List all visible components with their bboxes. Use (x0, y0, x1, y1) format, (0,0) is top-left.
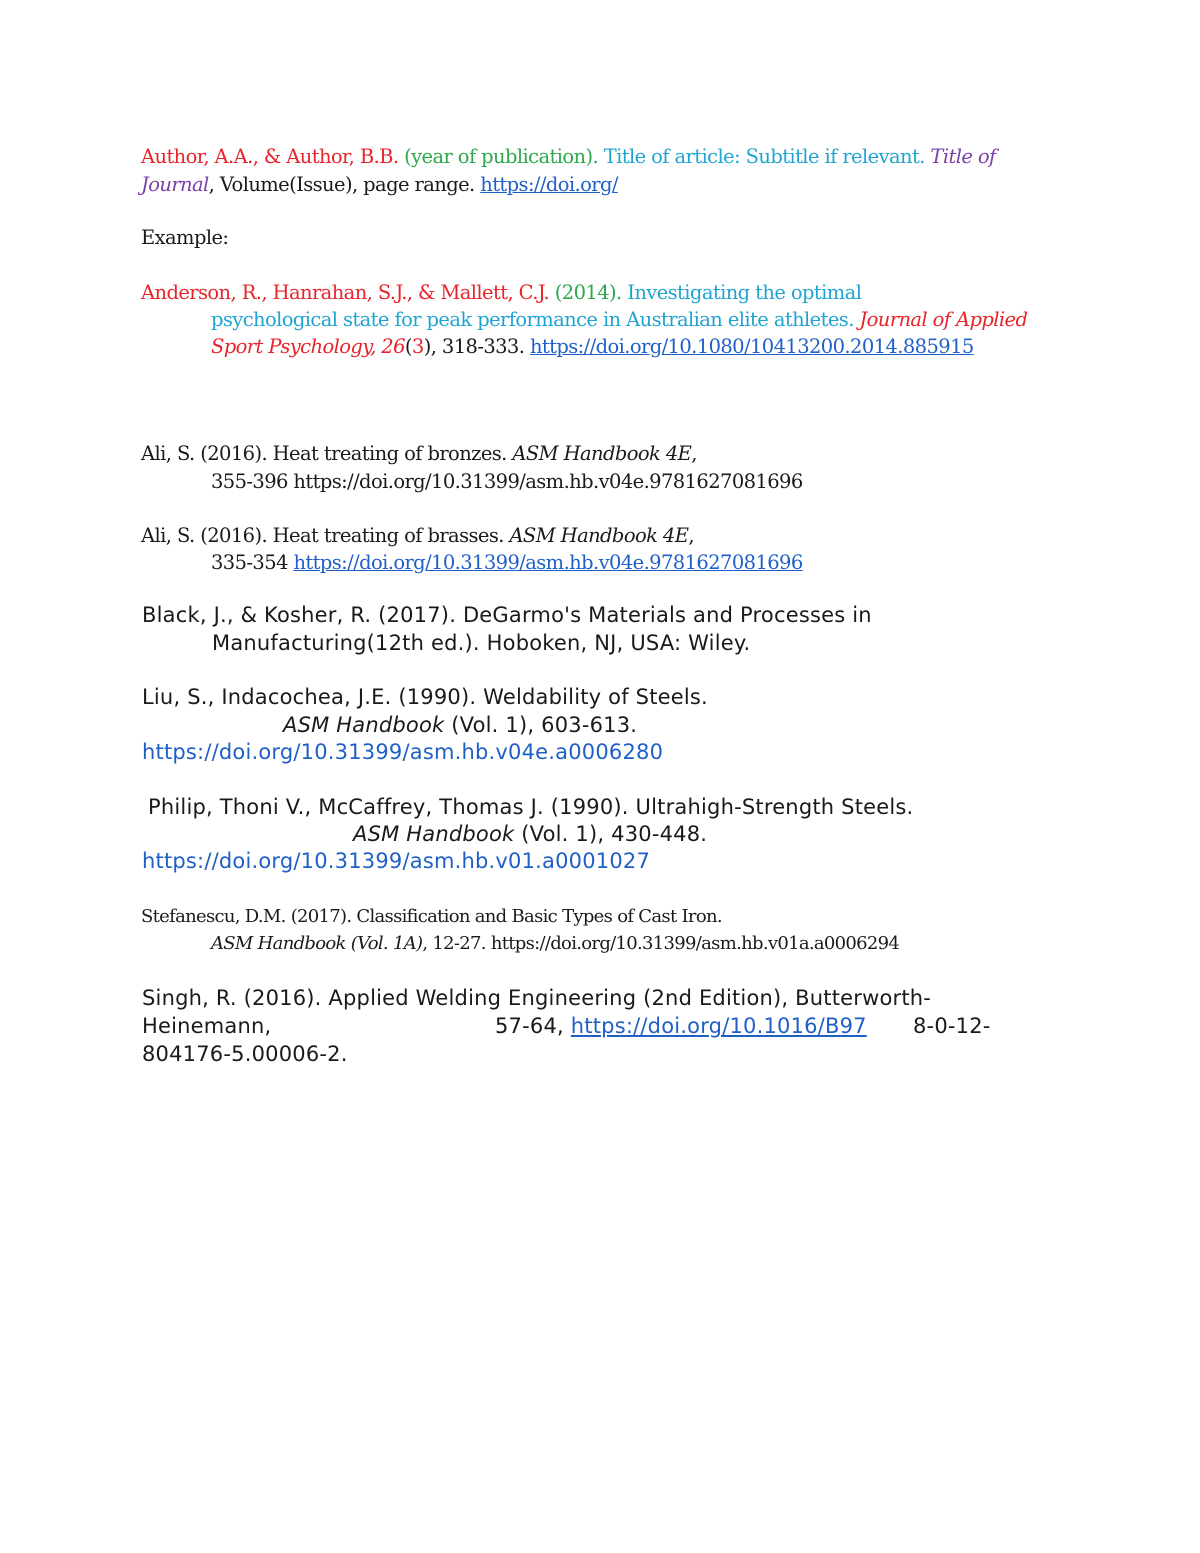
template-title: Title of article: Subtitle if relevant. (603, 145, 925, 168)
example-doi-link[interactable]: https://doi.org/10.1080/10413200.2014.885915 (529, 335, 974, 358)
example-pages: , 318-333. (430, 335, 525, 358)
ref-liu-line-2 (283, 713, 637, 737)
example-journal-a: Journal of Applied (859, 308, 1028, 331)
ref-singh-pages: 57-64, (495, 1014, 564, 1038)
ref-ali2-line-2 (211, 551, 803, 574)
example-title-b: psychological state for peak performance in Australian elite athletes. (211, 308, 854, 331)
template-journal-b: Journal (141, 173, 209, 196)
example-line-1 (141, 281, 861, 304)
ref-stefanescu-line-2 (211, 933, 899, 954)
example-journal-b: Sport Psychology, 26 (211, 335, 405, 358)
example-title-a: Investigating the optimal (627, 281, 862, 304)
example-year: (2014). (554, 281, 622, 304)
ref-ali2-pages: 335-354 (211, 551, 288, 574)
ref-ali1-italic: ASM Handbook 4E (512, 442, 692, 465)
example-line-2 (211, 308, 1027, 331)
ref-ali1-comma: , (691, 442, 697, 465)
ref-stefanescu-rest: , 12-27. https://doi.org/10.31399/asm.hb.v01a.a0006294 (422, 933, 900, 954)
example-line-3 (211, 335, 974, 358)
ref-liu-line-1: Liu, S., Indacochea, J.E. (1990). Weldability of Steels. (142, 685, 708, 709)
ref-singh-line-2b (495, 1014, 867, 1038)
ref-philip-doi-link[interactable]: https://doi.org/10.31399/asm.hb.v01.a0001027 (142, 849, 651, 873)
ref-stefanescu-line-1: Stefanescu, D.M. (2017). Classification and Basic Types of Cast Iron. (141, 906, 722, 927)
ref-liu-italic: ASM Handbook (283, 713, 445, 737)
ref-philip-line-2 (353, 822, 707, 846)
template-line-2 (141, 173, 618, 196)
template-doi-link[interactable]: https://doi.org/ (480, 173, 618, 196)
ref-ali2-doi-link[interactable]: https://doi.org/10.31399/asm.hb.v04e.9781627081696 (293, 551, 803, 574)
ref-singh-line-2a: Heinemann, (142, 1014, 272, 1038)
ref-ali2-comma: , (688, 524, 694, 547)
example-label: Example: (141, 226, 229, 249)
ref-philip-line-3 (142, 849, 650, 873)
ref-ali2-line-1 (141, 524, 694, 547)
example-issue-close: ) (423, 335, 431, 358)
template-volume: , Volume(Issue), page range. (208, 173, 475, 196)
ref-liu-doi-link[interactable]: https://doi.org/10.31399/asm.hb.v04e.a0006280 (142, 740, 664, 764)
template-journal-a: Title of (930, 145, 996, 168)
ref-ali1-line-1 (141, 442, 697, 465)
ref-philip-line-1: Philip, Thoni V., McCaffrey, Thomas J. (1990). Ultrahigh-Strength Steels. (148, 795, 914, 819)
example-issue: 3 (411, 335, 424, 358)
ref-ali2-text: Ali, S. (2016). Heat treating of brasses. (141, 524, 504, 547)
ref-ali2-italic: ASM Handbook 4E (509, 524, 689, 547)
ref-philip-italic: ASM Handbook (353, 822, 515, 846)
template-author: Author, A.A., & Author, B.B. (141, 145, 399, 168)
example-issue-open: ( (404, 335, 412, 358)
ref-stefanescu-italic: ASM Handbook (Vol. 1A) (211, 933, 423, 954)
example-author: Anderson, R., Hanrahan, S.J., & Mallett, C.J. (141, 281, 550, 304)
ref-ali1-line-2: 355-396 https://doi.org/10.31399/asm.hb.v04e.9781627081696 (211, 470, 803, 493)
template-year: (year of publication). (404, 145, 599, 168)
ref-singh-doi-link[interactable]: https://doi.org/10.1016/B97 (570, 1014, 867, 1038)
ref-philip-rest: (Vol. 1), 430-448. (514, 822, 708, 846)
ref-black-line-1: Black, J., & Kosher, R. (2017). DeGarmo's Materials and Processes in (142, 603, 872, 627)
ref-singh-line-1: Singh, R. (2016). Applied Welding Engineering (2nd Edition), Butterworth- (142, 986, 932, 1010)
ref-black-line-2: Manufacturing(12th ed.). Hoboken, NJ, USA: Wiley. (212, 631, 751, 655)
ref-liu-rest: (Vol. 1), 603-613. (444, 713, 638, 737)
ref-singh-line-2c: 8-0-12- (913, 1014, 991, 1038)
template-line-1 (141, 145, 996, 168)
ref-ali1-text: Ali, S. (2016). Heat treating of bronzes. (141, 442, 507, 465)
ref-singh-line-3: 804176-5.00006-2. (142, 1042, 348, 1066)
ref-liu-line-3 (142, 740, 663, 764)
